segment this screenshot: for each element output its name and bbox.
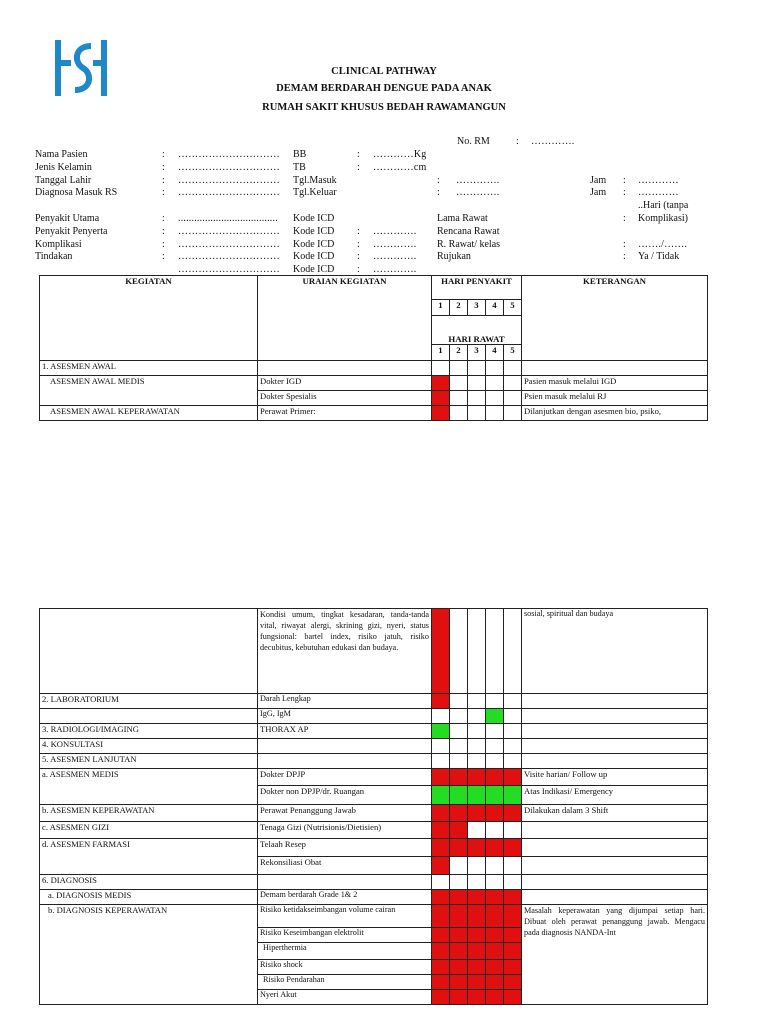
asesmen-gizi: c. ASESMEN GIZI: [40, 822, 258, 839]
cell-red: [468, 943, 486, 960]
tb-unit: cm: [413, 162, 427, 173]
cell-red: [504, 990, 522, 1005]
cell: [468, 754, 486, 769]
cell-empty: [258, 875, 432, 890]
colon: :: [357, 162, 360, 173]
cell: [468, 406, 486, 421]
cell-red: [450, 905, 468, 928]
cell-red: [450, 928, 468, 943]
penyakit-utama-field[interactable]: .....................................: [178, 213, 278, 224]
cell: [450, 361, 468, 376]
cell-empty: [522, 361, 708, 376]
section-konsultasi: 4. KONSULTASI: [40, 739, 258, 754]
cell: [468, 361, 486, 376]
ket-bio: Dilanjutkan dengan asesmen bio, psiko,: [522, 406, 708, 421]
cell-red: [468, 928, 486, 943]
tb-label: TB: [293, 162, 306, 173]
cell-red: [432, 990, 450, 1005]
uraian-igg-igm: IgG, IgM: [258, 709, 432, 724]
uraian-tenaga-gizi: Tenaga Gizi (Nutrisionis/Dietisien): [258, 822, 432, 839]
cell-red: [486, 990, 504, 1005]
colon: :: [357, 251, 360, 262]
cell-green: [432, 724, 450, 739]
cell-red: [504, 960, 522, 975]
cell-red: [432, 943, 450, 960]
cell-green: [468, 786, 486, 805]
kode-icd-label: Kode ICD: [293, 264, 335, 275]
uraian-rekonsiliasi: Rekonsiliasi Obat: [258, 857, 432, 875]
section-diagnosis: 6. DIAGNOSIS: [40, 875, 258, 890]
nama-pasien-label: Nama Pasien: [35, 149, 88, 160]
cell-red: [468, 890, 486, 905]
jam-masuk-field[interactable]: …………: [638, 175, 679, 186]
header-hari-penyakit: HARI PENYAKIT: [432, 276, 522, 300]
rujukan-label: Rujukan: [437, 251, 471, 262]
asesmen-awal-keperawatan: ASESMEN AWAL KEPERAWATAN: [40, 406, 258, 421]
cell: [450, 724, 468, 739]
no-rm-label: No. RM: [457, 136, 490, 147]
cell: [450, 754, 468, 769]
cell-empty: [258, 739, 432, 754]
pathway-table-2: [39, 608, 708, 1005]
cell: [504, 739, 522, 754]
cell: [468, 724, 486, 739]
cell-empty: [258, 361, 432, 376]
tb-field[interactable]: [373, 162, 426, 173]
uraian-dokter-non-dpjp: Dokter non DPJP/dr. Ruangan: [258, 786, 432, 805]
cell: [486, 376, 504, 391]
cell-red: [450, 822, 468, 839]
cell-empty: [522, 875, 708, 890]
cell-empty: [522, 724, 708, 739]
cell-red: [450, 990, 468, 1005]
cell: [486, 754, 504, 769]
cell-red: [504, 839, 522, 857]
cell-empty: [522, 857, 708, 875]
cell: [468, 857, 486, 875]
cell: [450, 709, 468, 724]
cell-red: [504, 975, 522, 990]
kode-icd-field[interactable]: ………….: [373, 226, 417, 237]
cell-red: [432, 805, 450, 822]
cell-empty: [522, 739, 708, 754]
ket-indikasi: Atas Indikasi/ Emergency: [522, 786, 708, 805]
day-3: 3: [468, 345, 486, 361]
cell-green: [486, 786, 504, 805]
cell-red: [432, 376, 450, 391]
kode-icd-label: Kode ICD: [293, 239, 335, 250]
uraian-risiko-elektrolit: Risiko Keseimbangan elektrolit: [258, 928, 432, 943]
cell-red: [486, 769, 504, 786]
jenis-kelamin-field[interactable]: …………………………: [178, 162, 280, 173]
cell-red: [468, 990, 486, 1005]
section-radiologi: 3. RADIOLOGI/IMAGING: [40, 724, 258, 739]
colon: :: [162, 187, 165, 198]
uraian-perawat-pj: Perawat Penanggung Jawab: [258, 805, 432, 822]
cell: [504, 376, 522, 391]
bb-label: BB: [293, 149, 307, 160]
header-kegiatan: KEGIATAN: [40, 276, 258, 361]
cell: [486, 361, 504, 376]
komplikasi-label: Komplikasi: [35, 239, 82, 250]
cell-red: [432, 406, 450, 421]
tgl-keluar-field[interactable]: ………….: [456, 187, 500, 198]
uraian-hiperthermia: Hiperthermia: [258, 943, 432, 960]
cell-empty: [522, 822, 708, 839]
cell-red: [486, 943, 504, 960]
cell-red: [468, 960, 486, 975]
cell: [468, 391, 486, 406]
no-rm-value[interactable]: ………….: [531, 136, 575, 147]
cell-red: [468, 975, 486, 990]
tanggal-lahir-label: Tanggal Lahir: [35, 175, 92, 186]
section-asesmen-lanjutan: 5. ASESMEN LANJUTAN: [40, 754, 258, 769]
uraian-dokter-spesialis: Dokter Spesialis: [258, 391, 432, 406]
colon: :: [162, 226, 165, 237]
cell: [432, 709, 450, 724]
uraian-demam-berdarah: Demam berdarah Grade 1& 2: [258, 890, 432, 905]
rencana-rawat-label: Rencana Rawat: [437, 226, 500, 237]
cell-red: [504, 928, 522, 943]
jam-keluar-field[interactable]: …………: [638, 187, 679, 198]
cell: [450, 391, 468, 406]
cell-red: [432, 769, 450, 786]
cell: [486, 857, 504, 875]
tgl-masuk-label: Tgl.Masuk: [293, 175, 337, 186]
cell: [486, 406, 504, 421]
kode-icd-label: Kode ICD: [293, 251, 335, 262]
cell-red: [468, 905, 486, 928]
kode-icd-field[interactable]: ………….: [373, 239, 417, 250]
tgl-masuk-field[interactable]: ………….: [456, 175, 500, 186]
cell: [486, 739, 504, 754]
tb-dots: …………: [373, 162, 414, 173]
asesmen-keperawatan: b. ASESMEN KEPERAWATAN: [40, 805, 258, 822]
day-4: 4: [486, 300, 504, 316]
cell: [504, 875, 522, 890]
komplikasi-text: Komplikasi): [638, 213, 688, 224]
cell: [432, 739, 450, 754]
colon: :: [437, 175, 440, 186]
tindakan-field-2[interactable]: …………………………: [178, 264, 280, 275]
colon: :: [437, 187, 440, 198]
cell: [486, 822, 504, 839]
day-1: 1: [432, 300, 450, 316]
cell-red: [486, 805, 504, 822]
cell-red: [504, 905, 522, 928]
ket-igd: Pasien masuk melalui IGD: [522, 376, 708, 391]
colon: :: [623, 251, 626, 262]
ket-sosial: sosial, spiritual dan budaya: [522, 609, 708, 694]
cell-red: [432, 609, 450, 694]
header-uraian: URAIAN KEGIATAN: [258, 276, 432, 361]
komplikasi-field[interactable]: …………………………: [178, 239, 280, 250]
cell-red: [432, 839, 450, 857]
cell: [432, 875, 450, 890]
uraian-perawat-primer: Perawat Primer:: [258, 406, 432, 421]
title-hospital: RUMAH SAKIT KHUSUS BEDAH RAWAMANGUN: [262, 102, 506, 113]
cell: [504, 391, 522, 406]
cell-red: [432, 905, 450, 928]
diagnosis-medis: a. DIAGNOSIS MEDIS: [40, 890, 258, 905]
cell: [450, 857, 468, 875]
cell-red: [450, 805, 468, 822]
uraian-risiko-pendarahan: Risiko Pendarahan: [258, 975, 432, 990]
jam-label: Jam: [590, 175, 607, 186]
cell-green: [450, 786, 468, 805]
colon: :: [162, 149, 165, 160]
cell-red: [486, 890, 504, 905]
day-3: 3: [468, 300, 486, 316]
penyakit-utama-label: Penyakit Utama: [35, 213, 100, 224]
title-disease: DEMAM BERDARAH DENGUE PADA ANAK: [276, 83, 492, 94]
tindakan-field[interactable]: …………………………: [178, 251, 280, 262]
cell-empty: [522, 754, 708, 769]
cell: [504, 406, 522, 421]
cell-red: [504, 890, 522, 905]
uraian-darah-lengkap: Darah Lengkap: [258, 694, 432, 709]
colon: :: [357, 239, 360, 250]
kode-icd-field[interactable]: ………….: [373, 264, 417, 275]
colon: :: [623, 213, 626, 224]
jenis-kelamin-label: Jenis Kelamin: [35, 162, 92, 173]
cell: [468, 739, 486, 754]
cell-red: [468, 769, 486, 786]
uraian-thorax: THORAX AP: [258, 724, 432, 739]
cell-red: [432, 928, 450, 943]
cell-green: [504, 786, 522, 805]
cell-red: [504, 769, 522, 786]
cell-empty: [40, 709, 258, 724]
colon: :: [162, 213, 165, 224]
cell-empty: [522, 694, 708, 709]
cell: [450, 406, 468, 421]
cell: [486, 875, 504, 890]
header-hari-rawat: HARI RAWAT: [432, 316, 522, 345]
cell: [504, 361, 522, 376]
cell-red: [432, 391, 450, 406]
cell: [504, 857, 522, 875]
cell-green: [432, 786, 450, 805]
cell: [468, 822, 486, 839]
cell-red: [432, 694, 450, 709]
asesmen-farmasi: d. ASESMEN FARMASI: [40, 839, 258, 875]
cell: [432, 754, 450, 769]
colon: :: [357, 226, 360, 237]
cell-empty: [40, 609, 258, 694]
cell-red: [450, 839, 468, 857]
day-2: 2: [450, 300, 468, 316]
cell: [450, 875, 468, 890]
cell: [468, 709, 486, 724]
cell: [504, 724, 522, 739]
colon: :: [357, 149, 360, 160]
cell-red: [486, 975, 504, 990]
cell-red: [432, 975, 450, 990]
cell-red: [450, 769, 468, 786]
rujukan-value[interactable]: Ya / Tidak: [638, 251, 680, 262]
cell: [504, 609, 522, 694]
cell-red: [486, 839, 504, 857]
ket-shift: Dilakukan dalam 3 Shift: [522, 805, 708, 822]
section-asesmen-awal: 1. ASESMEN AWAL: [40, 361, 258, 376]
uraian-telaah-resep: Telaah Resep: [258, 839, 432, 857]
section-laboratorium: 2. LABORATORIUM: [40, 694, 258, 709]
cell-empty: [522, 890, 708, 905]
bb-dots: …………: [373, 149, 414, 160]
colon: :: [623, 175, 626, 186]
cell: [432, 361, 450, 376]
kode-icd-label: Kode ICD: [293, 213, 335, 224]
bb-field[interactable]: [373, 149, 426, 160]
cell-green: [486, 709, 504, 724]
colon: :: [623, 239, 626, 250]
cell: [504, 822, 522, 839]
colon: :: [162, 251, 165, 262]
uraian-risiko-cairan: Risiko ketidakseimbangan volume cairan: [258, 905, 432, 928]
jam-label: Jam: [590, 187, 607, 198]
cell: [486, 694, 504, 709]
diagnosa-masuk-field[interactable]: …………………………: [178, 187, 280, 198]
diagnosis-keperawatan: b. DIAGNOSIS KEPERAWATAN: [40, 905, 258, 1005]
title-clinical-pathway: CLINICAL PATHWAY: [331, 66, 437, 77]
day-5: 5: [504, 345, 522, 361]
uraian-kondisi: Kondisi umum, tingkat kesadaran, tanda-tanda vital, riwayat alergi, skrining gizi, nyeri, status fungsional: bartel index, risiko jatuh, risiko decubitus, kebutuhan edukasi dan budaya.: [258, 609, 432, 694]
cell-red: [450, 975, 468, 990]
pathway-table-1: [39, 275, 708, 421]
penyakit-penyerta-field[interactable]: …………………………: [178, 226, 280, 237]
asesmen-medis: a. ASESMEN MEDIS: [40, 769, 258, 805]
r-rawat-label: R. Rawat/ kelas: [437, 239, 501, 250]
lama-rawat-label: Lama Rawat: [437, 213, 488, 224]
kode-icd-label: Kode ICD: [293, 226, 335, 237]
cell: [504, 709, 522, 724]
cell: [468, 694, 486, 709]
cell-red: [432, 857, 450, 875]
uraian-dokter-igd: Dokter IGD: [258, 376, 432, 391]
cell-red: [504, 805, 522, 822]
cell-red: [486, 905, 504, 928]
cell-red: [432, 822, 450, 839]
cell-red: [432, 960, 450, 975]
cell-empty: [258, 754, 432, 769]
cell: [450, 376, 468, 391]
cell-red: [450, 890, 468, 905]
tindakan-label: Tindakan: [35, 251, 73, 262]
day-5: 5: [504, 300, 522, 316]
cell-empty: [522, 709, 708, 724]
uraian-risiko-shock: Risiko shock: [258, 960, 432, 975]
colon: :: [162, 239, 165, 250]
penyakit-penyerta-label: Penyakit Penyerta: [35, 226, 108, 237]
diagnosa-masuk-label: Diagnosa Masuk RS: [35, 187, 118, 198]
cell-red: [468, 805, 486, 822]
ket-masalah: Masalah keperawatan yang dijumpai setiap hari. Dibuat oleh perawat penanggung jawab. Mengacu pada diagnosis NANDA-Int: [522, 905, 708, 1005]
cell: [468, 875, 486, 890]
cell: [486, 391, 504, 406]
cell-red: [468, 839, 486, 857]
tgl-keluar-label: Tgl.Keluar: [293, 187, 337, 198]
cell: [450, 694, 468, 709]
kode-icd-field[interactable]: ………….: [373, 251, 417, 262]
cell: [468, 609, 486, 694]
cell: [468, 376, 486, 391]
cell-red: [486, 928, 504, 943]
colon: :: [162, 175, 165, 186]
ket-visite: Visite harian/ Follow up: [522, 769, 708, 786]
uraian-nyeri-akut: Nyeri Akut: [258, 990, 432, 1005]
tanggal-lahir-field[interactable]: …………………………: [178, 175, 280, 186]
cell: [486, 609, 504, 694]
uraian-dokter-dpjp: Dokter DPJP: [258, 769, 432, 786]
cell: [450, 739, 468, 754]
cell: [504, 754, 522, 769]
cell-empty: [522, 839, 708, 857]
bb-unit: Kg: [413, 149, 427, 160]
cell: [504, 694, 522, 709]
cell-red: [504, 943, 522, 960]
day-2: 2: [450, 345, 468, 361]
cell-red: [450, 960, 468, 975]
cell-red: [432, 890, 450, 905]
colon: :: [162, 162, 165, 173]
header-keterangan: KETERANGAN: [522, 276, 708, 361]
r-rawat-field[interactable]: ……./…….: [638, 239, 688, 250]
day-1: 1: [432, 345, 450, 361]
cell-red: [486, 960, 504, 975]
cell: [450, 609, 468, 694]
nama-pasien-field[interactable]: …………………………: [178, 149, 280, 160]
colon: :: [357, 264, 360, 275]
colon: :: [623, 187, 626, 198]
ket-rj: Psien masuk melalui RJ: [522, 391, 708, 406]
colon: :: [516, 136, 519, 147]
cell: [486, 724, 504, 739]
hari-tanpa-text: ..Hari (tanpa: [638, 200, 689, 211]
asesmen-awal-medis: ASESMEN AWAL MEDIS: [40, 376, 258, 406]
cell-red: [450, 943, 468, 960]
day-4: 4: [486, 345, 504, 361]
